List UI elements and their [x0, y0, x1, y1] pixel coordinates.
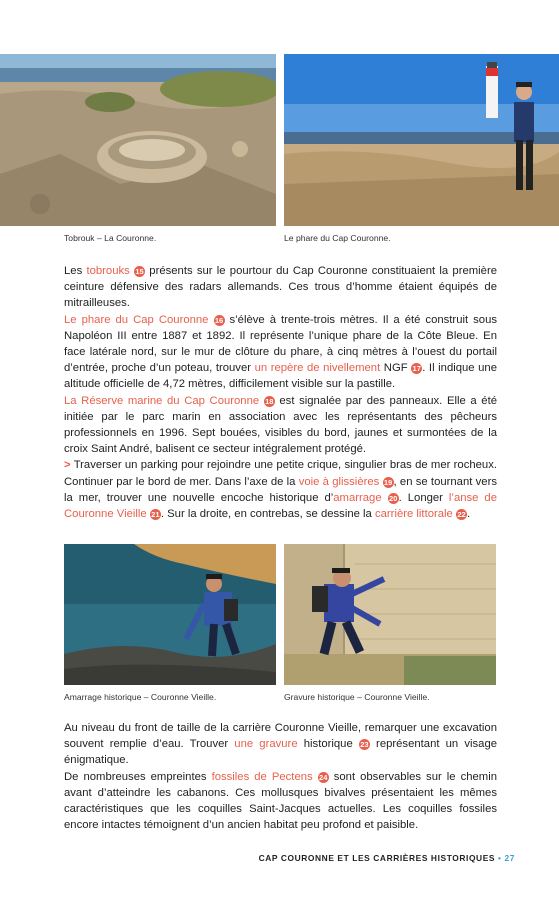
paragraph-gravure: Au niveau du front de taille de la carrière Couronne Vieille, remarquer une excavation souvent remplie d’eau. Trouver une gravure historique 23 représentant un visage énigmatique. — [64, 722, 498, 767]
marker-19: 19 — [383, 477, 393, 487]
footer-separator: • — [495, 853, 505, 863]
link-repere: un repère de nivellement — [254, 362, 381, 375]
marker-24: 24 — [319, 772, 328, 782]
link-anse: l’anse de Couronne Vieille — [64, 491, 497, 521]
caption-gravure: Gravure historique – Couronne Vieille. — [284, 692, 430, 702]
link-phare: Le phare du Cap Couronne — [64, 313, 209, 326]
photo-lighthouse — [284, 54, 559, 226]
marker-17: 17 — [412, 364, 421, 374]
paragraph-reserve: La Réserve marine du Cap Couronne 18 est signalée par des panneaux. Elle a été initiée par le parc marin en association avec les représentants des pêcheurs professionnels en 1996. Sept bouées, visibles du bord, jaunes et surmontées de la croix Saint André, balisent ce secteur intégralement protégé. — [64, 394, 497, 456]
link-tobrouks: tobrouks — [86, 265, 130, 277]
caption-tobrouk: Tobrouk – La Couronne. — [64, 233, 157, 243]
paragraph-tobrouks: Les tobrouks 15 présents sur le pourtour du Cap Couronne constituaient la première ceinture défensive des radars allemands. Ces trous d’homme étaient équipés de mitrailleuses. — [64, 265, 498, 310]
marker-15: 15 — [135, 267, 144, 276]
link-reserve: La Réserve marine du Cap Couronne — [64, 394, 260, 407]
caption-lighthouse: Le phare du Cap Couronne. — [284, 233, 391, 243]
paragraph-phare: Le phare du Cap Couronne 16 s’élève à trente-trois mètres. Il a été construit sous Napoléon III entre 1887 et 1892. Il représente l’unique phare de la Côte Bleue. En face latérale nord, sur le mur de clôture du phare, à cinq mètres à l’ouest du portail d’entrée, proche d’un poteau, trouver un repère de nivellement NGF 17. Il indique une altitude officielle de 4,72 mètres, difficilement visible sur la pastille. — [64, 313, 498, 391]
photo-amarrage — [64, 544, 276, 685]
page-number: 27 — [504, 853, 515, 863]
page-footer — [259, 853, 515, 863]
paragraph-fossiles: De nombreuses empreintes fossiles de Pectens 24 sont observables sur le chemin avant d’atteindre les cabanons. Ces mollusques bivalves présentaient les mêmes caractéristiques que les coquilles Saint-Jacques actuelles. Les coquilles fossiles encore intactes témoignent d’un ancien habitat peu profond et paisible. — [64, 770, 497, 832]
marker-20: 20 — [388, 493, 398, 503]
marker-16: 16 — [214, 315, 224, 325]
footer-title: CAP COURONNE ET LES CARRIÈRES HISTORIQUES — [258, 853, 496, 863]
marker-22: 22 — [457, 510, 466, 520]
link-gravure: une gravure — [234, 738, 298, 751]
marker-23: 23 — [360, 740, 369, 750]
marker-18: 18 — [265, 396, 274, 406]
paragraph-itinerary: > Traverser un parking pour rejoindre une petite crique, singulier bras de mer rocheux. Continuer par le bord de mer. Dans l’axe de la voie à glissières 19, en se tournant vers la mer, trouver une nouvelle encoche historique d’amarrage 20. Longer l’anse de Couronne Vieille 21. Sur la droite, en contrebas, se dessine la carrière littorale 22. — [64, 459, 497, 521]
marker-21: 21 — [151, 510, 160, 520]
link-amarrage: amarrage — [333, 491, 382, 504]
link-voie: voie à glissières — [298, 475, 380, 488]
photo-tobrouk — [0, 54, 276, 226]
link-carriere: carrière littorale — [374, 508, 453, 521]
body-text-top — [64, 263, 497, 522]
arrow-icon: > — [64, 459, 71, 472]
caption-amarrage: Amarrage historique – Couronne Vieille. — [64, 692, 217, 702]
link-fossiles: fossiles de Pectens — [211, 770, 313, 783]
photo-gravure — [284, 544, 496, 685]
body-text-bottom — [64, 720, 497, 833]
